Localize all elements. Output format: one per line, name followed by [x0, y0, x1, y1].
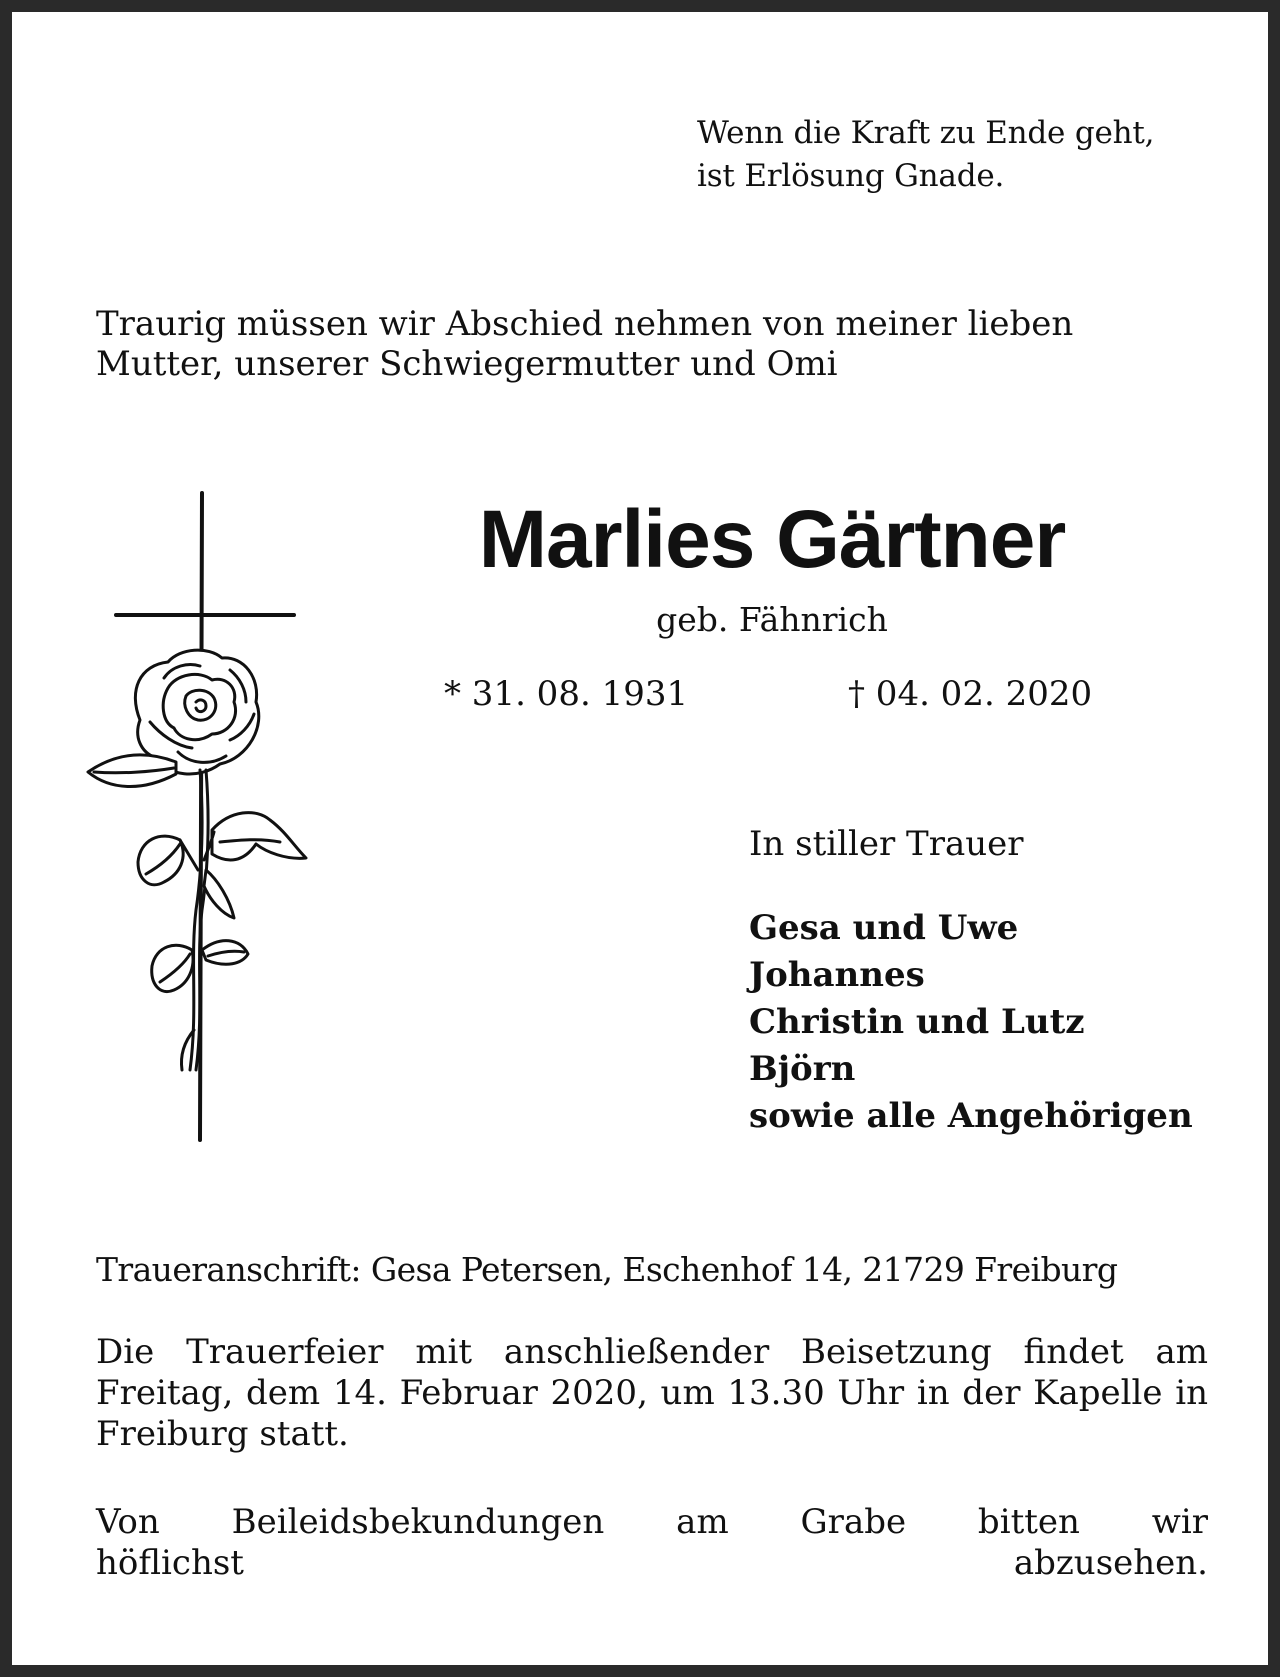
mourners-list — [749, 905, 1193, 1140]
motto-line-2: ist Erlösung Gnade. — [697, 158, 1005, 194]
mourning-heading: In stiller Trauer — [749, 824, 1024, 864]
motto-quote — [697, 112, 1154, 198]
birth-date: * 31. 08. 1931 — [444, 674, 689, 714]
mourner-item: sowie alle Angehörigen — [749, 1096, 1193, 1136]
cross-with-rose-icon — [80, 490, 320, 1150]
mourner-item: Björn — [749, 1049, 856, 1089]
mourner-item: Johannes — [749, 955, 925, 995]
motto-line-1: Wenn die Kraft zu Ende geht, — [697, 115, 1155, 151]
mourning-address: Traueranschrift: Gesa Petersen, Eschenhof 14, 21729 Freiburg — [96, 1250, 1118, 1289]
condolences-line-2: höflichst abzusehen. — [96, 1543, 1208, 1583]
condolences-line-1: Von Beileidsbekundungen am Grabe bitten wir — [96, 1502, 1208, 1542]
intro-text: Traurig müssen wir Abschied nehmen von meiner lieben Mutter, unserer Schwiegermutter und Omi — [96, 304, 1074, 384]
mourner-item: Christin und Lutz — [749, 1002, 1085, 1042]
mourner-item: Gesa und Uwe — [749, 908, 1019, 948]
maiden-name: geb. Fähnrich — [656, 600, 888, 639]
deceased-name: Marlies Gärtner — [478, 494, 1066, 585]
condolences-note — [96, 1502, 1208, 1584]
funeral-service-text: Die Trauerfeier mit anschließender Beisetzung findet am Freitag, dem 14. Februar 2020, um 13.30 Uhr in der Kapelle in Freiburg statt. — [96, 1332, 1208, 1454]
death-date: † 04. 02. 2020 — [848, 674, 1093, 714]
